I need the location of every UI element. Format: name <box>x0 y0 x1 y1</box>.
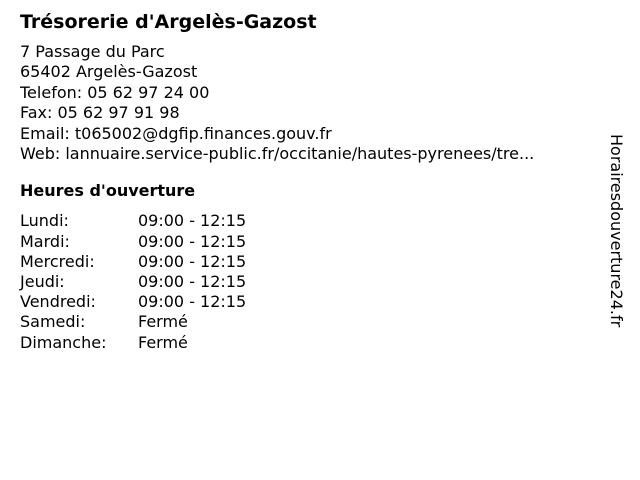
hours-row-sunday <box>20 333 600 353</box>
opening-hours-heading: Heures d'ouverture <box>20 181 196 201</box>
hours-row-tuesday <box>20 232 600 252</box>
website-link: Web: lannuaire.service-public.fr/occitanie/hautes-pyrenees/tre... <box>20 144 535 164</box>
time-value: 09:00 - 12:15 <box>138 231 247 251</box>
email-address: Email: t065002@dgfip.finances.gouv.fr <box>20 123 332 143</box>
street-address: 7 Passage du Parc <box>20 42 165 61</box>
time-value: 09:00 - 12:15 <box>138 292 247 312</box>
business-card <box>20 9 600 353</box>
time-value: 09:00 - 12:15 <box>138 211 247 231</box>
day-label: Mercredi: <box>20 251 95 271</box>
time-value: Fermé <box>138 332 188 352</box>
city-address: 65402 Argelès-Gazost <box>20 62 198 82</box>
day-label: Dimanche: <box>20 332 107 352</box>
day-label: Samedi: <box>20 312 86 332</box>
hours-row-monday <box>20 211 600 231</box>
time-value: 09:00 - 12:15 <box>138 272 247 291</box>
hours-row-saturday <box>20 312 600 332</box>
hours-row-friday <box>20 292 600 312</box>
day-label: Mardi: <box>20 231 70 251</box>
day-label: Lundi: <box>20 211 69 231</box>
fax-number: Fax: 05 62 97 91 98 <box>20 103 180 123</box>
time-value: 09:00 - 12:15 <box>138 251 247 271</box>
phone-number: Telefon: 05 62 97 24 00 <box>20 82 210 102</box>
contact-block <box>20 42 600 164</box>
business-name: Trésorerie d'Argelès-Gazost <box>20 11 317 33</box>
hours-row-thursday <box>20 272 600 292</box>
site-watermark: Horairesdouverture24.fr <box>607 134 626 328</box>
opening-hours-list <box>20 211 600 352</box>
day-label: Vendredi: <box>20 292 96 312</box>
hours-row-wednesday <box>20 252 600 272</box>
time-value: Fermé <box>138 312 188 332</box>
day-label: Jeudi: <box>20 272 65 291</box>
